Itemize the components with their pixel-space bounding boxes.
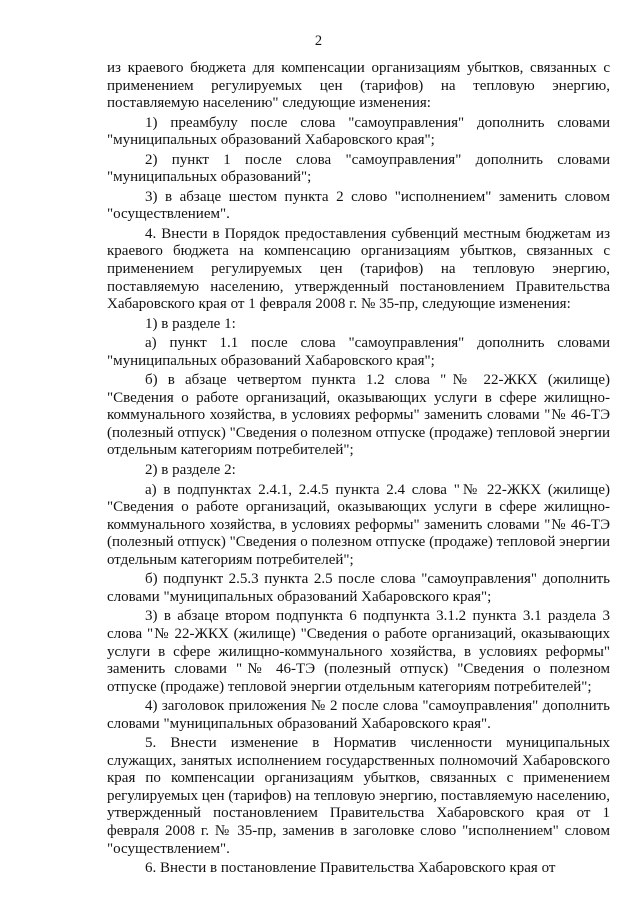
paragraph: б) в абзаце четвертом пункта 1.2 слова "№ 22-ЖКХ (жилище) "Сведения о работе организаций, оказывающих услуги в сфере жилищно-коммунального хозяйства, в условиях реформы" заменить словами "№ 46-ТЭ (полезный отпуск) "Сведения о полезном отпуске (продаже) тепловой энергии отдельным категориям потребителей"; [107, 372, 610, 459]
paragraph: 1) в разделе 1: [145, 315, 236, 332]
paragraph: 4. Внести в Порядок предоставления субвенций местным бюджетам из краевого бюджета на компенсацию организациям убытков, связанных с применением регулируемых цен (тарифов) на тепловую энергию, поставляемую населению, утвержденный постановлением Правительства Хабаровского края от 1 февраля 2008 г. № 35-пр, следующие изменения: [107, 225, 610, 313]
paragraph: 3) в абзаце втором подпункта 6 подпункта 3.1.2 пункта 3.1 раздела 3 слова "№ 22-ЖКХ (жилище) "Сведения о работе организаций, оказывающих услуги в сфере жилищно-коммунального хозяйства, в условиях реформы" заменить словами "№ 46-ТЭ (полезный отпуск) "Сведения о полезном отпуске (продаже) тепловой энергии отдельным категориям потребителей"; [107, 608, 610, 695]
paragraph: из краевого бюджета для компенсации организациям убытков, связанных с применением регулируемых цен (тарифов) на тепловую энергию, поставляемую населению" следующие изменения: [107, 60, 610, 112]
paragraph: 6. Внести в постановление Правительства Хабаровского края от [145, 860, 556, 877]
document-body [107, 60, 610, 878]
paragraph: а) пункт 1.1 после слова "самоуправления" дополнить словами "муниципальных образований Хабаровского края"; [107, 335, 610, 369]
paragraph: б) подпункт 2.5.3 пункта 2.5 после слова "самоуправления" дополнить словами "муниципальных образований Хабаровского края"; [107, 571, 610, 605]
paragraph: 3) в абзаце шестом пункта 2 слово "исполнением" заменить словом "осуществлением". [107, 188, 610, 223]
paragraph: 2) пункт 1 после слова "самоуправления" дополнить словами "муниципальных образований"; [107, 151, 610, 186]
paragraph: 2) в разделе 2: [145, 462, 236, 479]
paragraph: 4) заголовок приложения № 2 после слова "самоуправления" дополнить словами "муниципальных образований Хабаровского края". [107, 698, 610, 732]
paragraph: 1) преамбулу после слова "самоуправления" дополнить словами "муниципальных образований Хабаровского края"; [107, 114, 610, 149]
paragraph: 5. Внести изменение в Норматив численности муниципальных служащих, занятых исполнением государственных полномочий Хабаровского края по компенсации организациям убытков, связанных с применением регулируемых цен (тарифов) на тепловую энергию, поставляемую населению, утвержденный постановлением Правительства Хабаровского края от 1 февраля 2008 г. № 35-пр, заменив в заголовке слово "исполнением" словом "осуществлением". [107, 735, 610, 857]
paragraph: а) в подпунктах 2.4.1, 2.4.5 пункта 2.4 слова "№ 22-ЖКХ (жилище) "Сведения о работе организаций, оказывающих услуги в сфере жилищно-коммунального хозяйства, в условиях реформы" заменить словами "№ 46-ТЭ (полезный отпуск) "Сведения о полезном отпуске (продаже) тепловой энергии отдельным категориям потребителей"; [107, 481, 610, 568]
page-number: 2 [314, 33, 323, 49]
